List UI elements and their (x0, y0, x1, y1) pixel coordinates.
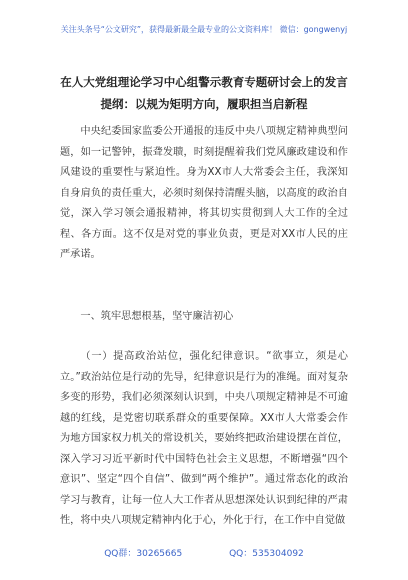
footer-qq-group: QQ群：30265665 (104, 549, 183, 559)
footer-contacts (0, 546, 408, 559)
footer-qq: QQ：535304092 (229, 549, 304, 559)
document-title: 在人大党组理论学习中心组警示教育专题研讨会上的发言 (60, 75, 348, 89)
promo-header: 关注头条号“公文研究”，获得最新最全最专业的公文资料库！ 微信：gongwenyj (60, 25, 348, 34)
paragraph-intro: 中央纪委国家监委公开通报的违反中央八项规定精神典型问题，如一记警钟，振聋发聩，时刻提醒着我们党风廉政建设和作风建设的重要性与紧迫性。身为XX市人大常委会主任，我深知自身肩负的责任重大，必须时刻保持清醒头脑，以高度的政治自觉，深入学习领会通报精神，将其切实贯彻到人大工作的全过程、各方面。这不仅是对党的事业负责，更是对XX市人民的庄严承诺。 (60, 126, 348, 260)
paragraph-section-1: （一）提高政治站位，强化纪律意识。“欲事立，须是心立。”政治站位是行动的先导，纪律意识是行为的准绳。面对复杂多变的形势，我们必须深刻认识到，中央八项规定精神是不可逾越的红线，是党密切联系群众的重要保障。XX市人大常委会作为地方国家权力机关的常设机关，要始终把政治建设摆在首位，深入学习习近平新时代中国特色社会主义思想，不断增强“四个意识”、坚定“四个自信”、做到“两个维护”。通过常态化的政治学习与教育，让每一位人大工作者从思想深处认识到纪律的严肃性，将中央八项规定精神内化于心，外化于行，在工作中自觉做 (60, 351, 348, 526)
document-subtitle: 提纲：以规为矩明方向，履职担当启新程 (100, 97, 308, 111)
section-heading: 一、筑牢思想根基，坚守廉洁初心 (80, 311, 234, 322)
